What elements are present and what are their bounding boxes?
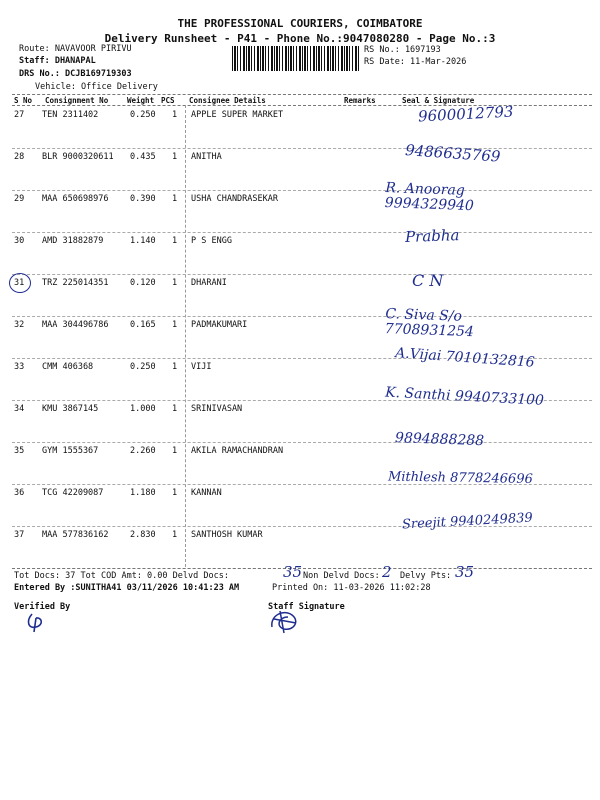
- row-pcs: 1: [172, 278, 178, 288]
- row-consignee: PADMAKUMARI: [191, 320, 248, 330]
- non-delvd-label: Non Delvd Docs:: [303, 571, 380, 581]
- row-weight: 0.250: [130, 362, 156, 372]
- row-weight: 0.165: [130, 320, 156, 330]
- row-consignee: KANNAN: [191, 488, 222, 498]
- row-pcs: 1: [172, 320, 178, 330]
- route-label: Route: NAVAVOOR PIRIVU: [19, 44, 132, 54]
- row-consignment: TCG 42209087: [42, 488, 104, 498]
- row-pcs: 1: [172, 110, 178, 120]
- handwritten-signature: C N: [412, 271, 444, 290]
- row-sno: 29: [14, 194, 25, 204]
- row-sno: 34: [14, 404, 25, 414]
- row-consignee: ANITHA: [191, 152, 222, 162]
- col-weight: Weight: [127, 96, 155, 105]
- row-consignee: P S ENGG: [191, 236, 232, 246]
- circled-row-mark: [9, 273, 31, 293]
- row-pcs: 1: [172, 530, 178, 540]
- runsheet-subtitle: Delivery Runsheet - P41 - Phone No.:9047080280 - Page No.:3: [104, 32, 496, 45]
- row-sno: 31: [14, 278, 25, 288]
- row-pcs: 1: [172, 362, 178, 372]
- col-sno: S No: [14, 96, 33, 105]
- handwritten-signature: A.Vijai 7010132816: [394, 345, 536, 371]
- row-weight: 0.250: [130, 110, 156, 120]
- non-delvd-handwritten: 2: [382, 563, 392, 581]
- row-consignee: VIJI: [191, 362, 212, 372]
- handwritten-signature: R. Anoorag 9994329940: [384, 180, 475, 215]
- row-sno: 37: [14, 530, 25, 540]
- company-title: THE PROFESSIONAL COURIERS, COIMBATORE: [177, 17, 423, 30]
- delvy-pts-label: Delvy Pts:: [400, 571, 452, 581]
- barcode-image: [232, 46, 360, 71]
- row-consignment: TRZ 225014351: [42, 278, 109, 288]
- row-sno: 33: [14, 362, 25, 372]
- col-remarks: Remarks: [344, 96, 376, 105]
- col-consignment: Consignment No: [45, 96, 109, 105]
- vehicle-label: Vehicle: Office Delivery: [35, 82, 158, 92]
- row-pcs: 1: [172, 488, 178, 498]
- rs-date: RS Date: 11-Mar-2026: [364, 57, 467, 67]
- row-pcs: 1: [172, 194, 178, 204]
- header-top-rule: [12, 94, 592, 95]
- row-sno: 30: [14, 236, 25, 246]
- col-pcs: PCS: [161, 96, 175, 105]
- row-sno: 27: [14, 110, 25, 120]
- row-consignee: SRINIVASAN: [191, 404, 243, 414]
- row-consignment: GYM 1555367: [42, 446, 99, 456]
- verifier-signature: [24, 611, 54, 633]
- drs-number: DRS No.: DCJB169719303: [19, 69, 132, 79]
- row-pcs: 1: [172, 404, 178, 414]
- delvd-docs-handwritten: 35: [283, 563, 303, 581]
- staff-signature-label: Staff Signature: [268, 602, 345, 612]
- row-consignee: APPLE SUPER MARKET: [191, 110, 284, 120]
- handwritten-signature: 9894888288: [394, 430, 485, 450]
- row-sno: 36: [14, 488, 25, 498]
- row-consignee: DHARANI: [191, 278, 227, 288]
- row-consignee: USHA CHANDRASEKAR: [191, 194, 278, 204]
- row-consignment: AMD 31882879: [42, 236, 104, 246]
- entered-by: Entered By :SUNITHA41 03/11/2026 10:41:23 AM: [14, 583, 240, 593]
- row-weight: 0.390: [130, 194, 156, 204]
- staff-signature-mark: [266, 605, 306, 635]
- col-signature: Seal & Signature: [402, 96, 475, 105]
- row-weight: 0.120: [130, 278, 156, 288]
- row-weight: 2.830: [130, 530, 156, 540]
- handwritten-signature: 9600012793: [417, 102, 514, 126]
- staff-label: Staff: DHANAPAL: [19, 56, 96, 66]
- printed-on: Printed On: 11-03-2026 11:02:28: [272, 583, 431, 593]
- row-pcs: 1: [172, 446, 178, 456]
- row-sno: 35: [14, 446, 25, 456]
- col-consignee: Consignee Details: [189, 96, 266, 105]
- handwritten-signature: K. Santhi 9940733100: [384, 384, 545, 409]
- row-sno: 28: [14, 152, 25, 162]
- row-weight: 1.140: [130, 236, 156, 246]
- verified-by-label: Verified By: [14, 602, 71, 612]
- row-weight: 1.180: [130, 488, 156, 498]
- rs-number: RS No.: 1697193: [364, 45, 441, 55]
- row-sno: 32: [14, 320, 25, 330]
- totals-line: Tot Docs: 37 Tot COD Amt: 0.00 Delvd Docs:: [14, 571, 229, 581]
- row-weight: 0.435: [130, 152, 156, 162]
- handwritten-signature: Mithlesh 8778246696: [387, 469, 533, 488]
- handwritten-signature: C. Siva S/o 7708931254: [384, 306, 475, 341]
- handwritten-signature: Sreejit 9940249839: [401, 510, 534, 533]
- row-consignment: MAA 577836162: [42, 530, 109, 540]
- row-consignment: MAA 650698976: [42, 194, 109, 204]
- row-consignee: AKILA RAMACHANDRAN: [191, 446, 284, 456]
- row-consignment: BLR 9000320611: [42, 152, 114, 162]
- handwritten-signature: Prabha: [404, 226, 460, 246]
- row-consignment: TEN 2311402: [42, 110, 99, 120]
- row-pcs: 1: [172, 152, 178, 162]
- consignee-divider: [185, 105, 186, 567]
- row-weight: 2.260: [130, 446, 156, 456]
- row-consignment: MAA 304496786: [42, 320, 109, 330]
- row-consignment: KMU 3867145: [42, 404, 99, 414]
- delvy-pts-handwritten: 35: [455, 563, 475, 581]
- row-consignment: CMM 406368: [42, 362, 94, 372]
- row-weight: 1.000: [130, 404, 156, 414]
- handwritten-signature: 9486635769: [404, 141, 502, 166]
- row-pcs: 1: [172, 236, 178, 246]
- row-consignee: SANTHOSH KUMAR: [191, 530, 263, 540]
